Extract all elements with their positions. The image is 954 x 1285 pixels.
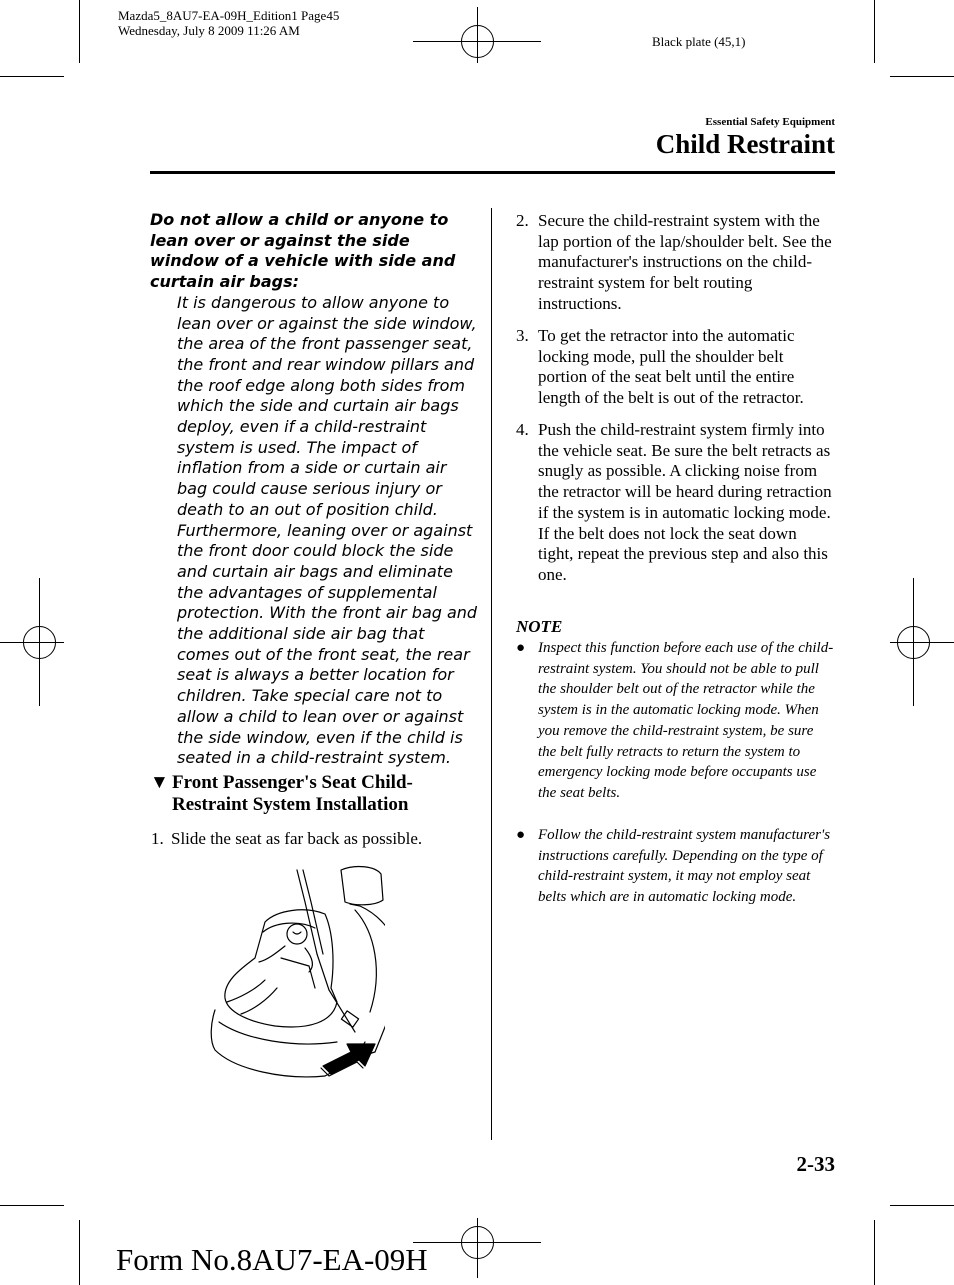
registration-mark-circle <box>461 25 494 58</box>
crop-mark <box>79 1220 80 1285</box>
note-heading: NOTE <box>516 617 563 636</box>
print-metadata-line1: Mazda5_8AU7-EA-09H_Edition1 Page45 <box>118 8 340 23</box>
note-text: Follow the child-restraint system manufacturer's instructions carefully. Depending on the type of child-restraint system, it may not employ seat belts which are in automatic locking mode. <box>538 827 831 906</box>
step-number: 4. <box>516 420 529 439</box>
seatback-seam <box>355 910 376 1012</box>
plate-label: Black plate (45,1) <box>652 34 746 49</box>
bullet-icon: ● <box>516 827 526 843</box>
section-label: Essential Safety Equipment <box>705 116 835 128</box>
crop-mark <box>890 1205 954 1206</box>
registration-mark-circle <box>23 626 56 659</box>
step-number: 3. <box>516 326 529 345</box>
child-leg <box>241 988 277 1014</box>
step-text: Slide the seat as far back as possible. <box>171 829 423 848</box>
print-metadata <box>118 8 339 38</box>
registration-mark-circle <box>461 1226 494 1259</box>
bullet-icon: ● <box>516 640 526 656</box>
subsection-heading-text: Front Passenger's Seat Child-Restraint System Installation <box>172 772 413 815</box>
step-number: 1. <box>151 829 164 848</box>
print-metadata-line2: Wednesday, July 8 2009 11:26 AM <box>118 23 300 38</box>
child-seat-illustration <box>205 862 385 1102</box>
headrest-outline <box>341 867 383 905</box>
note-text: Inspect this function before each use of the child-restraint system. You should not be able to pull the shoulder belt out of the retractor while the system is in the automatic locking mode. When you remove the child-restraint system, be sure the belt fully retracts to return the system to emergency locking mode before occupants use the seat belts. <box>538 640 834 801</box>
child-leg <box>227 980 265 1002</box>
seatback-outline <box>350 904 385 1058</box>
crop-mark <box>0 76 64 77</box>
crop-mark <box>874 0 875 63</box>
child-arm <box>259 946 285 962</box>
page-number: 2-33 <box>796 1152 835 1176</box>
crop-mark <box>874 1220 875 1285</box>
warning-heading: Do not allow a child or anyone to lean over or against the side window of a vehicle with side and curtain air bags: <box>150 210 456 292</box>
crop-mark <box>890 76 954 77</box>
crop-mark <box>0 1205 64 1206</box>
warning-block <box>150 210 480 769</box>
page-title: Child Restraint <box>655 129 835 159</box>
child-torso <box>281 958 315 988</box>
shoulder-belt <box>297 870 317 954</box>
subsection-heading <box>150 772 460 816</box>
form-number: Form No.8AU7-EA-09H <box>116 1242 428 1277</box>
title-rule <box>150 171 835 174</box>
child-arm <box>305 948 312 972</box>
crop-mark <box>79 0 80 63</box>
child-face <box>293 932 301 934</box>
registration-mark-circle <box>897 626 930 659</box>
step-text: Secure the child-restraint system with the lap portion of the lap/shoulder belt. See the manufacturer's instructions on the child-restraint system for belt routing instructions. <box>538 211 832 313</box>
warning-body: It is dangerous to allow anyone to lean over or against the side window, the area of the front passenger seat, the front and rear window pillars and the roof edge along both sides from which the side and curtain air bags deploy, even if a child-restraint system is used. The impact of inflation from a side or curtain air bag could cause serious injury or death to an out of position child. Furthermore, leaning over or against the front door could block the side and curtain air bags and eliminate the advantages of supplemental protection. With the front air bag and the additional side air bag that comes out of the front seat, the rear seat is always a better location for children. Take special care not to allow a child to lean over or against the side window, even if the child is seated in a child-restraint system. <box>177 292 478 768</box>
column-divider <box>491 208 492 1140</box>
seat-cushion-seam <box>219 1022 337 1044</box>
step-text: To get the retractor into the automatic locking mode, pull the shoulder belt portion of the seat belt until the entire length of the belt is out of the retractor. <box>538 326 804 408</box>
step-number: 2. <box>516 211 529 230</box>
child-seat-shell <box>225 910 337 1027</box>
step-text: Push the child-restraint system firmly into the vehicle seat. Be sure the belt retracts as snugly as possible. A clicking noise from the retractor will be heard during retraction if the system is in automatic locking mode. If the belt does not lock the seat down tight, repeat the previous step and also this one. <box>538 420 832 584</box>
triangle-marker-icon: ▼ <box>150 772 169 793</box>
push-arrow-icon <box>323 1044 375 1074</box>
